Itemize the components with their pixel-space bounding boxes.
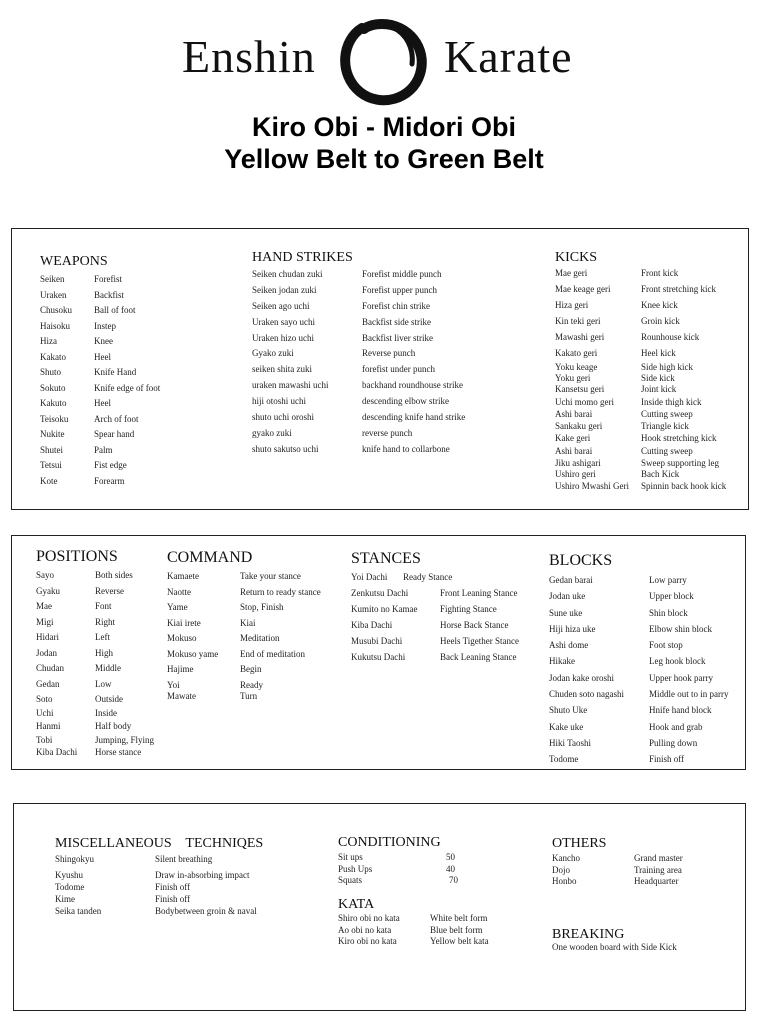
weapons-meaning: Spear hand — [94, 429, 135, 439]
kicks-term: Ushiro geri — [555, 468, 596, 479]
kicks-term: Kansetsu geri — [555, 384, 605, 394]
positions-term: Mae — [36, 601, 52, 611]
weapons-meaning: Knife edge of foot — [94, 382, 161, 393]
command-meaning: Stop, Finish — [240, 602, 284, 612]
conditioning-term: Sit ups — [338, 852, 363, 862]
misc-meaning: Bodybetween groin & naval — [155, 905, 257, 916]
hand-strikes-term: Seiken chudan zuki — [252, 269, 323, 279]
weapons-term: Tetsui — [40, 460, 62, 470]
command-term: Mokuso — [167, 633, 197, 643]
weapons-meaning: Instep — [94, 320, 116, 331]
blocks-meaning: Shin block — [649, 607, 688, 618]
hand-strikes-term: shuto uchi oroshi — [252, 412, 314, 423]
page-title-line1: Kiro Obi - Midori Obi — [252, 112, 516, 142]
blocks-meaning: Upper block — [649, 591, 694, 602]
kicks-term: Hiza geri — [555, 300, 589, 310]
positions-term: Chudan — [36, 663, 64, 673]
kicks-meaning: Side high kick — [641, 362, 693, 372]
misc-term: Kime — [55, 893, 75, 904]
conditioning-heading: CONDITIONING — [338, 835, 441, 850]
hand-strikes-meaning: reverse punch — [362, 427, 413, 438]
kicks-meaning: Groin kick — [641, 316, 680, 326]
weapons-meaning: Forearm — [94, 475, 125, 486]
stances-term: Kumito no Kamae — [351, 603, 418, 614]
stances-heading: STANCES — [351, 550, 421, 567]
kicks-meaning: Front stretching kick — [641, 284, 716, 294]
blocks-term: Todome — [549, 754, 579, 765]
others-meaning: Training area — [634, 864, 682, 875]
others-term: Dojo — [552, 864, 570, 875]
kicks-term: Mae geri — [555, 268, 588, 278]
hand-strikes-term: Gyako zuki — [252, 348, 294, 359]
conditioning-meaning: 40 — [446, 863, 455, 874]
weapons-term: Nukite — [40, 429, 65, 439]
positions-meaning: Left — [95, 632, 110, 642]
positions-heading: POSITIONS — [36, 548, 118, 565]
command-meaning: Return to ready stance — [240, 586, 321, 597]
command-term: Kamaete — [167, 571, 199, 581]
weapons-term: Seiken — [40, 274, 65, 284]
blocks-meaning: Elbow shin block — [649, 623, 712, 634]
blocks-meaning: Foot stop — [649, 640, 683, 651]
positions-meaning: Horse stance — [95, 747, 142, 757]
weapons-term: Haisoku — [40, 320, 70, 331]
misc-meaning: Draw in-absorbing impact — [155, 870, 250, 880]
weapons-term: Sokuto — [40, 382, 66, 393]
kata-term: Ao obi no kata — [338, 924, 392, 935]
kicks-meaning: Rounhouse kick — [641, 332, 700, 342]
hand-strikes-term: seiken shita zuki — [252, 364, 312, 375]
positions-meaning: High — [95, 647, 113, 658]
others-heading: OTHERS — [552, 836, 607, 851]
hand-strikes-term: Uraken hizo uchi — [252, 332, 314, 343]
kicks-meaning: Cutting sweep — [641, 445, 693, 456]
hand-strikes-heading: HAND STRIKES — [252, 250, 353, 265]
conditioning-meaning: 70 — [449, 875, 458, 885]
kicks-term: Jiku ashigari — [555, 457, 601, 468]
positions-term: Gedan — [36, 678, 60, 689]
command-meaning: Ready — [240, 679, 263, 690]
command-meaning: Turn — [240, 691, 258, 701]
blocks-meaning: Pulling down — [649, 737, 698, 748]
weapons-meaning: Fist edge — [94, 460, 127, 470]
kicks-meaning: Heel kick — [641, 348, 676, 358]
misc-heading: MISCELLANEOUS TECHNIQES — [55, 836, 264, 851]
weapons-meaning: Forefist — [94, 274, 122, 284]
hand-strikes-meaning: forefist under punch — [362, 364, 435, 375]
kicks-meaning: Knee kick — [641, 300, 678, 310]
blocks-term: Hiki Taoshi — [549, 737, 591, 748]
positions-meaning: Both sides — [95, 570, 133, 580]
hand-strikes-meaning: descending elbow strike — [362, 396, 449, 407]
positions-term: Hanmi — [36, 721, 61, 731]
blocks-meaning: Leg hook block — [649, 656, 706, 667]
weapons-meaning: Heel — [94, 351, 111, 362]
kicks-meaning: Joint kick — [641, 384, 677, 394]
kicks-heading: KICKS — [555, 250, 598, 265]
hand-strikes-term: Uraken sayo uchi — [252, 316, 315, 327]
hand-strikes-meaning: Forefist middle punch — [362, 269, 442, 279]
blocks-meaning: Hnife hand block — [649, 705, 712, 716]
weapons-meaning: Backfist — [94, 289, 124, 300]
kicks-meaning: Sweep supporting leg — [641, 457, 719, 468]
weapons-term: Teisoku — [40, 413, 69, 424]
kicks-term: Kake geri — [555, 433, 591, 443]
blocks-term: Ashi dome — [549, 640, 589, 651]
kata-term: Shiro obi no kata — [338, 913, 400, 923]
kicks-meaning: Spinnin back hook kick — [641, 480, 727, 491]
conditioning-term: Push Ups — [338, 863, 373, 874]
weapons-term: Hiza — [40, 336, 57, 346]
kicks-term: Yoku keage — [555, 362, 598, 372]
blocks-term: Gedan barai — [549, 575, 593, 585]
blocks-term: Hikake — [549, 656, 575, 667]
weapons-meaning: Arch of foot — [94, 413, 139, 424]
command-term: Mokuso yame — [167, 648, 219, 659]
logo-text-left: Enshin — [182, 31, 316, 82]
stances-term: Kukutsu Dachi — [351, 651, 406, 662]
stances-meaning: Heels Tigether Stance — [440, 635, 519, 646]
blocks-term: Kake uke — [549, 721, 584, 732]
positions-term: Soto — [36, 694, 53, 704]
hand-strikes-meaning: Forefist chin strike — [362, 300, 430, 311]
stances-term: Yoi Dachi — [351, 572, 388, 582]
weapons-meaning: Knife Hand — [94, 367, 137, 377]
positions-meaning: Font — [95, 601, 112, 611]
hand-strikes-meaning: Backfist side strike — [362, 316, 431, 327]
weapons-term: Uraken — [40, 289, 67, 300]
blocks-term: Shuto Uke — [549, 705, 588, 716]
weapons-meaning: Heel — [94, 398, 111, 408]
blocks-term: Sune uke — [549, 607, 583, 618]
kata-heading: KATA — [338, 897, 375, 912]
kata-meaning: White belt form — [430, 913, 488, 923]
enso-circle-icon — [334, 14, 430, 110]
hand-strikes-meaning: knife hand to collarbone — [362, 443, 450, 454]
kicks-term: Kakato geri — [555, 348, 598, 358]
kicks-meaning: Side kick — [641, 372, 675, 383]
others-term: Honbo — [552, 876, 577, 886]
misc-meaning: Finish off — [155, 893, 191, 904]
command-meaning: Kiai — [240, 617, 256, 628]
command-term: Kiai irete — [167, 617, 201, 628]
kicks-term: Uchi momo geri — [555, 396, 614, 407]
positions-term: Kiba Dachi — [36, 747, 78, 757]
blocks-meaning: Middle out to in parry — [649, 689, 729, 700]
command-meaning: End of meditation — [240, 648, 305, 659]
kicks-term: Mawashi geri — [555, 332, 605, 342]
positions-meaning: Middle — [95, 663, 121, 673]
kata-term: Kiro obi no kata — [338, 936, 397, 946]
hand-strikes-term: Seiken jodan zuki — [252, 284, 317, 295]
positions-term: Hidari — [36, 632, 59, 642]
kicks-term: Ashi barai — [555, 445, 593, 456]
kicks-meaning: Front kick — [641, 268, 679, 278]
blocks-heading: BLOCKS — [549, 552, 613, 569]
misc-term: Shingokyu — [55, 854, 95, 864]
conditioning-term: Squats — [338, 875, 363, 885]
conditioning-meaning: 50 — [446, 852, 455, 862]
stances-meaning: Horse Back Stance — [440, 619, 509, 630]
blocks-meaning: Hook and grab — [649, 721, 703, 732]
weapons-meaning: Knee — [94, 336, 113, 346]
logo-text-right: Karate — [444, 31, 573, 82]
blocks-meaning: Finish off — [649, 754, 685, 765]
kicks-term: Mae keage geri — [555, 284, 611, 294]
breaking-text: One wooden board with Side Kick — [552, 942, 677, 952]
hand-strikes-meaning: Forefist upper punch — [362, 284, 437, 295]
misc-term: Todome — [55, 882, 85, 892]
blocks-term: Jodan uke — [549, 591, 586, 602]
positions-term: Uchi — [36, 707, 54, 718]
others-term: Kancho — [552, 853, 580, 863]
hand-strikes-meaning: Reverse punch — [362, 348, 416, 359]
weapons-term: Kakato — [40, 351, 66, 362]
blocks-term: Jodan kake oroshi — [549, 672, 614, 683]
weapons-meaning: Ball of foot — [94, 305, 136, 315]
command-term: Yoi — [167, 679, 180, 690]
weapons-meaning: Palm — [94, 444, 113, 455]
misc-term: Kyushu — [55, 870, 84, 880]
positions-meaning: Half body — [95, 721, 132, 731]
kicks-term: Kin teki geri — [555, 316, 601, 326]
hand-strikes-meaning: backhand roundhouse strike — [362, 380, 463, 391]
hand-strikes-meaning: Backfist liver strike — [362, 332, 433, 343]
weapons-heading: WEAPONS — [40, 254, 108, 269]
positions-term: Tobi — [36, 734, 53, 745]
command-meaning: Take your stance — [240, 571, 301, 581]
stances-term: Kiba Dachi — [351, 619, 393, 630]
stances-meaning: Fighting Stance — [440, 603, 497, 614]
positions-meaning: Jumping, Flying — [95, 734, 155, 745]
weapons-term: Shuto — [40, 367, 62, 377]
kicks-term: Ushiro Mwashi Geri — [555, 480, 629, 491]
blocks-term: Hiji hiza uke — [549, 623, 596, 634]
stances-term: Zenkutsu Dachi — [351, 587, 409, 598]
blocks-meaning: Upper hook parry — [649, 672, 713, 683]
hand-strikes-meaning: descending knife hand strike — [362, 412, 466, 423]
blocks-meaning: Low parry — [649, 575, 687, 585]
misc-term: Seika tanden — [55, 905, 102, 916]
hand-strikes-term: shuto sakutso uchi — [252, 443, 319, 454]
positions-term: Gyaku — [36, 585, 60, 596]
positions-meaning: Reverse — [95, 585, 124, 596]
kicks-term: Ashi barai — [555, 408, 593, 419]
others-meaning: Headquarter — [634, 876, 679, 886]
positions-meaning: Inside — [95, 707, 117, 718]
positions-meaning: Low — [95, 678, 112, 689]
kicks-meaning: Triangle kick — [641, 421, 689, 431]
positions-term: Jodan — [36, 647, 57, 658]
weapons-term: Chusoku — [40, 305, 73, 315]
positions-term: Sayo — [36, 570, 54, 580]
kicks-meaning: Bach Kick — [641, 468, 680, 479]
command-term: Mawate — [167, 691, 196, 701]
others-meaning: Grand master — [634, 853, 683, 863]
kicks-meaning: Inside thigh kick — [641, 396, 702, 407]
misc-meaning: Silent breathing — [155, 854, 213, 864]
blocks-term: Chuden soto nagashi — [549, 689, 624, 700]
hand-strikes-term: Seiken ago uchi — [252, 300, 310, 311]
stances-meaning: Back Leaning Stance — [440, 651, 517, 662]
misc-meaning: Finish off — [155, 882, 191, 892]
command-term: Naotte — [167, 586, 191, 597]
command-meaning: Meditation — [240, 633, 280, 643]
hand-strikes-term: uraken mawashi uchi — [252, 380, 329, 391]
stances-term: Musubi Dachi — [351, 635, 403, 646]
stances-meaning: Ready Stance — [403, 572, 453, 582]
positions-meaning: Outside — [95, 694, 123, 704]
kicks-meaning: Cutting sweep — [641, 408, 693, 419]
command-term: Yame — [167, 602, 188, 612]
kicks-term: Yoku geri — [555, 372, 591, 383]
stances-meaning: Front Leaning Stance — [440, 587, 518, 598]
weapons-term: Kakuto — [40, 398, 67, 408]
kata-meaning: Yellow belt kata — [430, 936, 489, 946]
positions-meaning: Right — [95, 616, 116, 627]
hand-strikes-term: gyako zuki — [252, 427, 292, 438]
kicks-term: Sankaku geri — [555, 421, 603, 431]
page-title-line2: Yellow Belt to Green Belt — [224, 144, 544, 174]
command-meaning: Begin — [240, 664, 262, 674]
command-term: Hajime — [167, 664, 194, 674]
command-heading: COMMAND — [167, 549, 253, 566]
kicks-meaning: Hook stretching kick — [641, 433, 717, 443]
positions-term: Migi — [36, 616, 54, 627]
weapons-term: Shutei — [40, 444, 64, 455]
kata-meaning: Blue belt form — [430, 924, 483, 935]
hand-strikes-term: hiji otoshi uchi — [252, 396, 306, 407]
weapons-term: Kote — [40, 475, 58, 486]
breaking-heading: BREAKING — [552, 927, 625, 942]
